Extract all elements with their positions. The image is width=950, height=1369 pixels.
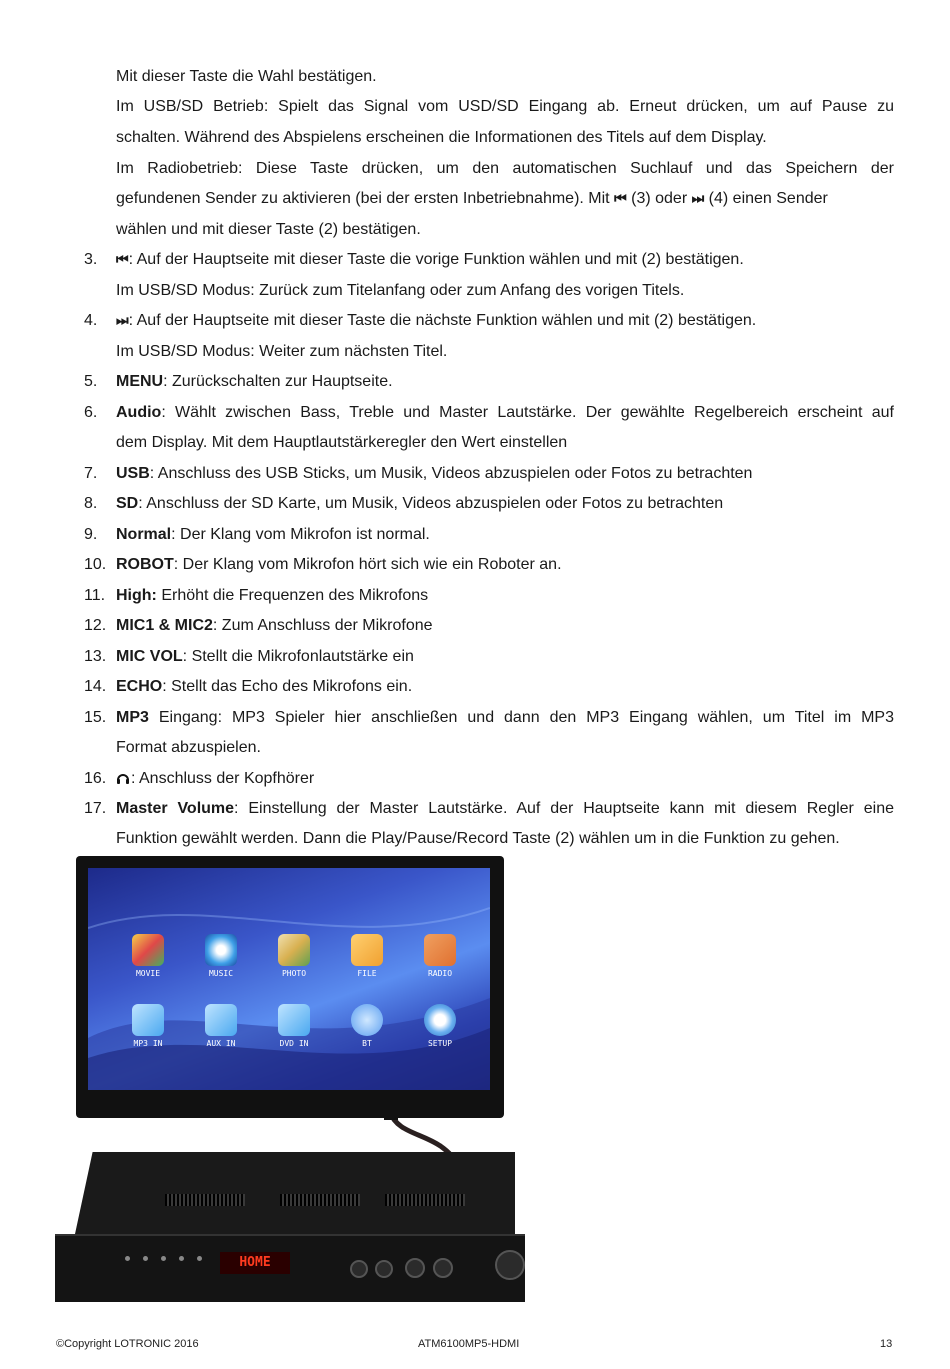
item-text: : Anschluss der SD Karte, um Musik, Videos abzuspielen oder Fotos zu betrachten xyxy=(138,495,724,512)
list-number: 14. xyxy=(84,678,107,695)
amplifier-front-panel xyxy=(55,1234,525,1302)
item-term: Master Volume xyxy=(116,800,235,817)
list-item xyxy=(116,459,894,489)
master-volume-knob xyxy=(495,1250,525,1280)
tv-menu-row-1 xyxy=(128,934,460,978)
item-text: : Der Klang vom Mikrofon hört sich wie ein Roboter an. xyxy=(173,556,562,573)
tv-menu-music xyxy=(201,934,241,978)
footer-copyright: ©Copyright LOTRONIC 2016 xyxy=(56,1338,199,1350)
vent xyxy=(385,1194,465,1206)
panel-button xyxy=(143,1256,148,1261)
list-number: 6. xyxy=(84,404,98,421)
tv-menu-photo xyxy=(274,934,314,978)
list-item xyxy=(116,764,894,794)
tv-menu-movie xyxy=(128,934,168,978)
item-text: : Wählt zwischen Bass, Treble und Master Lautstärke. Der gewählte Regelbereich erscheint auf xyxy=(161,404,894,421)
list-number: 8. xyxy=(84,495,98,512)
list-number: 12. xyxy=(84,617,107,634)
item-text: : Auf der Hauptseite mit dieser Taste die nächste Funktion wählen und mit (2) bestätigen. xyxy=(128,312,757,329)
arrows-icon xyxy=(278,1004,310,1036)
item-text: : Stellt die Mikrofonlautstärke ein xyxy=(182,648,414,665)
gear-icon xyxy=(424,1004,456,1036)
list-number: 10. xyxy=(84,556,107,573)
text-line: Mit dieser Taste die Wahl bestätigen. xyxy=(116,68,377,85)
tv-menu-radio xyxy=(420,934,460,978)
text-line: schalten. Während des Abspielens erscheinen die Informationen des Titels auf dem Display. xyxy=(116,129,767,146)
tv-menu-label: PHOTO xyxy=(281,969,307,978)
next-icon: ⏭ xyxy=(691,191,705,207)
panel-button xyxy=(179,1256,184,1261)
list-item-continuation: Format abzuspielen. xyxy=(116,739,261,756)
tv-menu-label: MOVIE xyxy=(135,969,161,978)
headphone-icon xyxy=(116,765,130,777)
list-number: 3. xyxy=(84,251,98,268)
list-number: 15. xyxy=(84,709,107,726)
tv-menu-label: MUSIC xyxy=(208,969,234,978)
mic-vol-knob xyxy=(405,1258,425,1278)
panel-button xyxy=(197,1256,202,1261)
tv-menu-label: SETUP xyxy=(427,1039,453,1048)
list-number: 17. xyxy=(84,800,107,817)
text-segment: (3) oder xyxy=(626,190,692,207)
tv-screen xyxy=(88,868,490,1090)
item-text: : Auf der Hauptseite mit dieser Taste die vorige Funktion wählen und mit (2) bestätigen. xyxy=(128,251,744,268)
screen-wave-decoration xyxy=(88,868,490,1090)
tv-menu-setup xyxy=(420,1004,460,1048)
panel-button xyxy=(125,1256,130,1261)
prev-icon: ⏮ xyxy=(614,191,627,207)
list-item xyxy=(116,489,894,519)
item-text: : Anschluss des USB Sticks, um Musik, Videos abzuspielen oder Fotos zu betrachten xyxy=(149,465,753,482)
amplifier-display: HOME xyxy=(220,1252,290,1274)
tv-menu-row-2 xyxy=(128,1004,460,1048)
tv-menu-label: DVD IN xyxy=(279,1039,309,1048)
item-term: ROBOT xyxy=(116,556,174,573)
list-item xyxy=(116,581,894,611)
item-term: MIC VOL xyxy=(116,648,183,665)
list-number: 13. xyxy=(84,648,107,665)
item-term: High: xyxy=(116,587,157,604)
tv-monitor xyxy=(76,856,504,1118)
vent xyxy=(165,1194,245,1206)
item-term: SD xyxy=(116,495,139,512)
list-item-continuation: dem Display. Mit dem Hauptlautstärkeregler den Wert einstellen xyxy=(116,434,568,451)
item-term: MIC1 & MIC2 xyxy=(116,617,213,634)
list-item xyxy=(116,398,894,428)
item-term: MP3 xyxy=(116,709,149,726)
item-text: : Zum Anschluss der Mikrofone xyxy=(212,617,433,634)
music-disc-icon xyxy=(205,934,237,966)
arrows-icon xyxy=(205,1004,237,1036)
text-line xyxy=(116,184,894,214)
vent xyxy=(280,1194,360,1206)
photo-icon xyxy=(278,934,310,966)
item-text: : Zurückschalten zur Hauptseite. xyxy=(163,373,393,390)
list-item xyxy=(116,703,894,733)
tv-menu-label: MP3 IN xyxy=(133,1039,163,1048)
knob xyxy=(350,1260,368,1278)
amplifier xyxy=(55,1152,525,1302)
list-number: 4. xyxy=(84,312,98,329)
tv-menu-mp3-in xyxy=(128,1004,168,1048)
arrows-icon xyxy=(132,1004,164,1036)
list-number: 5. xyxy=(84,373,98,390)
panel-button xyxy=(161,1256,166,1261)
list-number: 9. xyxy=(84,526,98,543)
text-segment: gefundenen Sender zu aktivieren (bei der ersten Inbetriebnahme). Mit xyxy=(116,190,615,207)
product-photo xyxy=(50,852,530,1304)
item-term: MENU xyxy=(116,373,164,390)
list-number: 16. xyxy=(84,770,107,787)
amplifier-top xyxy=(75,1152,515,1234)
item-term: USB xyxy=(116,465,150,482)
tv-menu-aux-in xyxy=(201,1004,241,1048)
list-number: 11. xyxy=(84,587,106,604)
tv-menu-label: AUX IN xyxy=(206,1039,236,1048)
item-text: : Einstellung der Master Lautstärke. Auf der Hauptseite kann mit diesem Regler eine xyxy=(234,800,894,817)
footer-model: ATM6100MP5-HDMI xyxy=(418,1338,520,1350)
echo-knob xyxy=(433,1258,453,1278)
item-term: ECHO xyxy=(116,678,163,695)
list-item xyxy=(116,611,894,641)
item-term: Audio xyxy=(116,404,162,421)
footer-page-number: 13 xyxy=(880,1338,893,1350)
bluetooth-icon xyxy=(351,1004,383,1036)
item-text: : Stellt das Echo des Mikrofons ein. xyxy=(162,678,413,695)
tv-menu-label: FILE xyxy=(357,969,377,978)
list-item xyxy=(116,367,894,397)
item-text: Erhöht die Frequenzen des Mikrofons xyxy=(156,587,429,604)
list-item xyxy=(116,306,894,336)
list-item-continuation: Im USB/SD Modus: Weiter zum nächsten Titel. xyxy=(116,343,448,360)
tv-menu-file xyxy=(347,934,387,978)
text-line: wählen und mit dieser Taste (2) bestätigen. xyxy=(116,221,421,238)
next-icon: ⏭ xyxy=(116,313,129,329)
text-line: Im Radiobetrieb: Diese Taste drücken, um den automatischen Suchlauf und das Speichern der xyxy=(116,160,894,177)
list-item xyxy=(116,550,894,580)
list-item xyxy=(116,642,894,672)
text-line: Im USB/SD Betrieb: Spielt das Signal vom USD/SD Eingang ab. Erneut drücken, um auf Pause zu xyxy=(116,98,894,115)
text-segment: (4) einen Sender xyxy=(704,190,828,207)
tv-menu-label: BT xyxy=(362,1039,372,1048)
list-item-continuation: Funktion gewählt werden. Dann die Play/Pause/Record Taste (2) wählen um in die Funktion zu gehen. xyxy=(116,830,840,847)
item-text: : Anschluss der Kopfhörer xyxy=(131,770,315,787)
tv-menu-dvd-in xyxy=(274,1004,314,1048)
item-term: Normal xyxy=(116,526,172,543)
radio-icon xyxy=(424,934,456,966)
movie-icon xyxy=(132,934,164,966)
item-text: Eingang: MP3 Spieler hier anschließen und dann den MP3 Eingang wählen, um Titel im MP3 xyxy=(148,709,894,726)
list-item xyxy=(116,520,894,550)
list-item xyxy=(116,794,894,824)
list-item xyxy=(116,245,894,275)
list-number: 7. xyxy=(84,465,98,482)
file-icon xyxy=(351,934,383,966)
prev-icon: ⏮ xyxy=(116,252,129,268)
tv-menu-label: RADIO xyxy=(427,969,453,978)
item-text: : Der Klang vom Mikrofon ist normal. xyxy=(171,526,430,543)
tv-menu-bt xyxy=(347,1004,387,1048)
list-item-continuation: Im USB/SD Modus: Zurück zum Titelanfang oder zum Anfang des vorigen Titels. xyxy=(116,282,685,299)
knob xyxy=(375,1260,393,1278)
list-item xyxy=(116,672,894,702)
